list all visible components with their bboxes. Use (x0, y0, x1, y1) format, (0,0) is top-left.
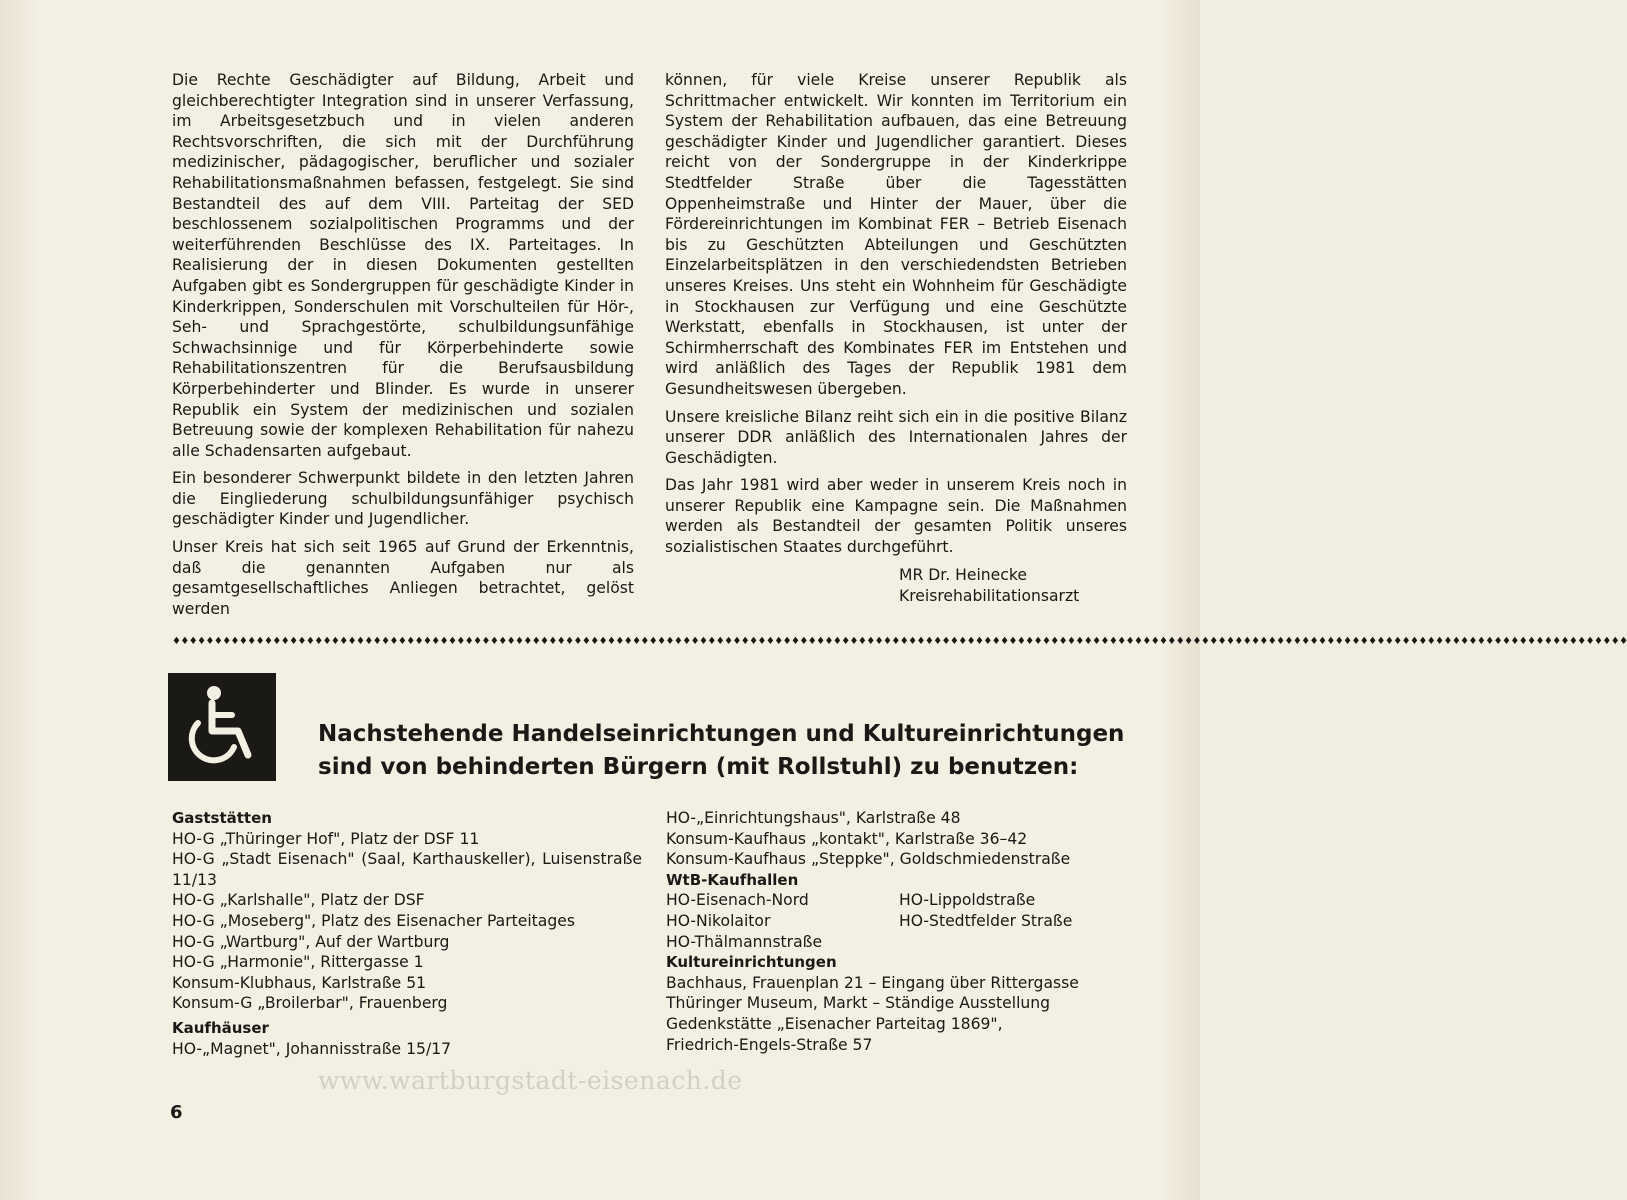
paragraph: Unsere kreisliche Bilanz reiht sich ein in die positive Bilanz unserer DDR anläßlich des Internationalen Jahres der Geschädigten. (665, 407, 1127, 467)
paragraph: Ein besonderer Schwerpunkt bildete in den letzten Jahren die Eingliederung schulbildungsunfähiger psychisch geschädigter Kinder und Jugendlicher. (172, 469, 634, 529)
list-heading: Kaufhäuser (172, 1018, 269, 1037)
list-item: Bachhaus, Frauenplan 21 – Eingang über Rittergasse (666, 973, 1079, 992)
list-item: Thüringer Museum, Markt – Ständige Ausstellung (666, 994, 1051, 1013)
signature-title: Kreisrehabilitationsarzt (899, 586, 1080, 605)
paragraph: können, für viele Kreise unserer Republik als Schrittmacher entwickelt. Wir konnten im Territorium ein System der Rehabilitation aufbauen, das eine Betreuung geschädigter Kinder und Jugendlicher garantiert. Dieses reicht von der Sondergruppe in der Kinderkrippe Stedtfelder Straße über die Tagesstätten Oppenheimstraße und Hinter der Mauer, über die Fördereinrichtungen im Kombinat FER – Betrieb Eisenach bis zu Geschützten Abteilungen und Geschützten Einzelarbeitsplätzen in den verschiedendsten Betrieben unseres Kreises. Uns steht ein Wohnheim für Geschädigte in Stockhausen zur Verfügung und eine Geschützte Werkstatt, ebenfalls in Stockhausen, ist unter der Schirmherrschaft des Kombinates FER im Entstehen und wird anläßlich des Tages der Republik 1981 dem Gesundheitswesen übergeben. (665, 71, 1127, 398)
watermark-text: www.wartburgstadt-eisenach.de (318, 1066, 743, 1095)
list-heading: Gaststätten (172, 809, 272, 827)
right-text-column (665, 70, 1127, 607)
paragraph: Das Jahr 1981 wird aber weder in unserem Kreis noch in unserer Republik eine Kampagne sein. Die Maßnahmen werden als Bestandteil der gesamten Politik unseres sozialistischen Staates durchgeführt. (665, 476, 1127, 557)
list-item: Friedrich-Engels-Straße 57 (666, 1035, 873, 1054)
list-item: HO-G „Moseberg", Platz des Eisenacher Parteitages (172, 911, 575, 930)
paragraph: Unser Kreis hat sich seit 1965 auf Grund der Erkenntnis, daß die genannten Aufgaben nur als gesamtgesellschaftliches Anliegen betrachtet, gelöst werden (172, 538, 634, 618)
list-item: HO-Nikolaitor (666, 911, 771, 930)
signature-name: MR Dr. Heinecke (899, 565, 1027, 584)
list-heading: Kultureinrichtungen (666, 953, 837, 972)
wheelchair-icon (168, 673, 276, 781)
list-item: Konsum-Kaufhaus „kontakt", Karlstraße 36–42 (666, 829, 1028, 848)
list-item: Konsum-Kaufhaus „Steppke", Goldschmiedenstraße (666, 850, 1071, 869)
list-item: Konsum-G „Broilerbar", Frauenberg (172, 994, 448, 1013)
list-item: HO-Thälmannstraße (666, 932, 823, 951)
signature-block (899, 565, 1127, 607)
list-item: Konsum-Klubhaus, Karlstraße 51 (172, 973, 427, 992)
list-item: HO-„Einrichtungshaus", Karlstraße 48 (666, 809, 961, 827)
section-headline: Nachstehende Handelseinrichtungen und Kultureinrichtungen sind von behinderten Bürgern (mit Rollstuhl) zu benutzen: (318, 721, 1125, 780)
page-number: 6 (170, 1102, 183, 1123)
list-item: HO-G „Wartburg", Auf der Wartburg (172, 932, 450, 951)
list-item: HO-G „Stadt Eisenach" (Saal, Karthauskeller), Luisenstraße 11/13 (172, 850, 642, 889)
right-facility-list (666, 808, 1136, 1055)
list-item: HO-Stedtfelder Straße (899, 911, 1073, 930)
list-item: HO-G „Thüringer Hof", Platz der DSF 11 (172, 829, 480, 848)
kaufhallen-grid (666, 890, 1136, 952)
list-item: HO-G „Karlshalle", Platz der DSF (172, 891, 425, 910)
list-item: HO-Eisenach-Nord (666, 891, 809, 910)
left-text-column (172, 70, 634, 626)
diamond-divider: ♦♦♦♦♦♦♦♦♦♦♦♦♦♦♦♦♦♦♦♦♦♦♦♦♦♦♦♦♦♦♦♦♦♦♦♦♦♦♦♦♦♦♦♦♦♦♦♦♦♦♦♦♦♦♦♦♦♦♦♦♦♦♦♦♦♦♦♦♦♦♦♦♦♦♦♦♦♦♦♦♦♦♦♦♦♦♦♦♦♦♦♦♦♦♦♦♦♦♦♦♦♦♦♦♦♦♦♦♦♦♦♦♦♦♦♦♦♦♦♦♦♦♦♦♦♦♦♦♦♦♦♦♦♦♦♦♦♦♦♦♦♦♦♦♦♦♦♦♦♦♦♦♦♦♦♦♦♦♦♦♦♦♦♦♦♦♦♦♦♦♦♦♦♦ (172, 636, 1627, 647)
wheelchair-symbol (168, 673, 276, 781)
list-heading: WtB-Kaufhallen (666, 870, 799, 889)
list-item: HO-Lippoldstraße (899, 891, 1036, 910)
list-item: HO-„Magnet", Johannisstraße 15/17 (172, 1039, 452, 1058)
paragraph: Die Rechte Geschädigter auf Bildung, Arbeit und gleichberechtigter Integration sind in unserer Verfassung, im Arbeitsgesetzbuch und in vielen anderen Rechtsvorschriften, die sich mit der Durchführung medizinischer, pädagogischer, beruflicher und sozialer Rehabilitationsmaßnahmen befassen, festgelegt. Sie sind Bestandteil des auf dem VIII. Parteitag der SED beschlossenem sozialpolitischen Programms und der weiterführenden Beschlüsse des IX. Parteitages. In Realisierung der in diesen Dokumenten gestellten Aufgaben gibt es Sondergruppen für geschädigte Kinder in Kinderkrippen, Sonderschulen mit Vorschulteilen für Hör-, Seh- und Sprachgestörte, schulbildungsunfähige Schwachsinnige und für Körperbehinderte sowie Rehabilitationszentren für die Berufsausbildung Körperbehinderter und Blinder. Es wurde in unserer Republik ein System der medizinischen und sozialen Betreuung sowie der komplexen Rehabilitation für nahezu alle Schadensarten aufgebaut. (172, 71, 634, 460)
left-facility-list (172, 808, 642, 1059)
list-item: HO-G „Harmonie", Rittergasse 1 (172, 953, 424, 972)
list-item: Gedenkstätte „Eisenacher Parteitag 1869", (666, 1014, 1003, 1033)
